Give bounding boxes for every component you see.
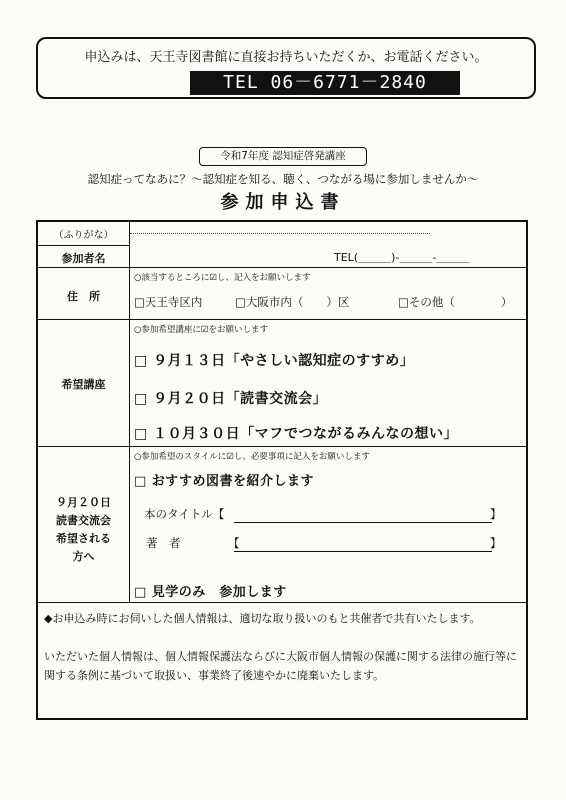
book-title-input[interactable] xyxy=(234,522,492,523)
form-title: 参加申込書 xyxy=(220,192,346,213)
courses-instruction: ○参加希望講座に☑をお願いします xyxy=(134,325,269,335)
privacy-notice-2: いただいた個人情報は、個人情報保護法ならびに大阪市個人情報の保護に関する法律の施行等に関する条例に基づいて取扱い、事業終了後速やかに廃棄いたします。 xyxy=(44,650,517,682)
book-session-label-line: 読書交流会 xyxy=(56,514,111,527)
course-option-0913[interactable]: □ ９月１３日「やさしい認知症のすすめ」 xyxy=(134,353,415,369)
book-author-label: 著 者 xyxy=(146,536,181,550)
address-option-osaka[interactable]: □大阪市内（ ）区 xyxy=(235,295,350,309)
book-author-open-bracket: 【 xyxy=(228,536,240,550)
application-form xyxy=(36,220,528,720)
book-session-label-line: 方へ xyxy=(72,550,95,563)
privacy-notice-1: ◆お申込み時にお伺いした個人情報は、適切な取り扱いのもと共催者で共有いたします。 xyxy=(44,612,481,625)
furigana-label: （ふりがな） xyxy=(53,230,114,241)
book-session-label-line: 希望される xyxy=(56,532,111,545)
book-title-close-bracket: 】 xyxy=(490,507,502,521)
submission-notice-box xyxy=(36,37,536,99)
submission-instructions: 申込みは、天王寺図書館に直接お持ちいただくか、お電話ください。 xyxy=(84,50,488,65)
event-subtitle: 認知症ってなあに？～認知症を知る、聴く、つながる場に参加しませんか～ xyxy=(87,172,479,186)
course-option-0920[interactable]: □ ９月２０日「読書交流会」 xyxy=(134,391,328,407)
book-session-label xyxy=(38,494,129,566)
option-observe-only[interactable]: □ 見学のみ 参加します xyxy=(134,585,287,600)
address-option-other[interactable]: □その他（ ） xyxy=(398,295,513,309)
name-label: 参加者名 xyxy=(61,252,106,265)
event-badge: 令和7年度 認知症啓発講座 xyxy=(199,147,367,166)
address-option-tennoji[interactable]: □天王寺区内 xyxy=(134,295,203,309)
option-recommend-book[interactable]: □ おすすめ図書を紹介します xyxy=(134,474,314,489)
courses-label: 希望講座 xyxy=(61,378,106,391)
book-author-input[interactable] xyxy=(234,551,492,552)
phone-number[interactable]: TEL 06－6771－2840 xyxy=(190,71,460,95)
book-session-instruction: ○参加希望のスタイルに☑し、必要事項に記入をお願いします xyxy=(134,452,370,462)
address-label: 住 所 xyxy=(67,290,100,303)
book-title-label: 本のタイトル【 xyxy=(144,507,225,521)
address-instruction: ○該当するところに☑し、記入をお願いします xyxy=(134,273,311,283)
course-option-1030[interactable]: □ １０月３０日「マフでつながるみんなの想い」 xyxy=(134,426,459,442)
tel-field[interactable]: TEL(＿＿＿)-＿＿＿-＿＿＿ xyxy=(334,251,470,264)
book-author-close-bracket: 】 xyxy=(490,536,502,550)
book-session-label-line: ９月２０日 xyxy=(56,496,111,509)
